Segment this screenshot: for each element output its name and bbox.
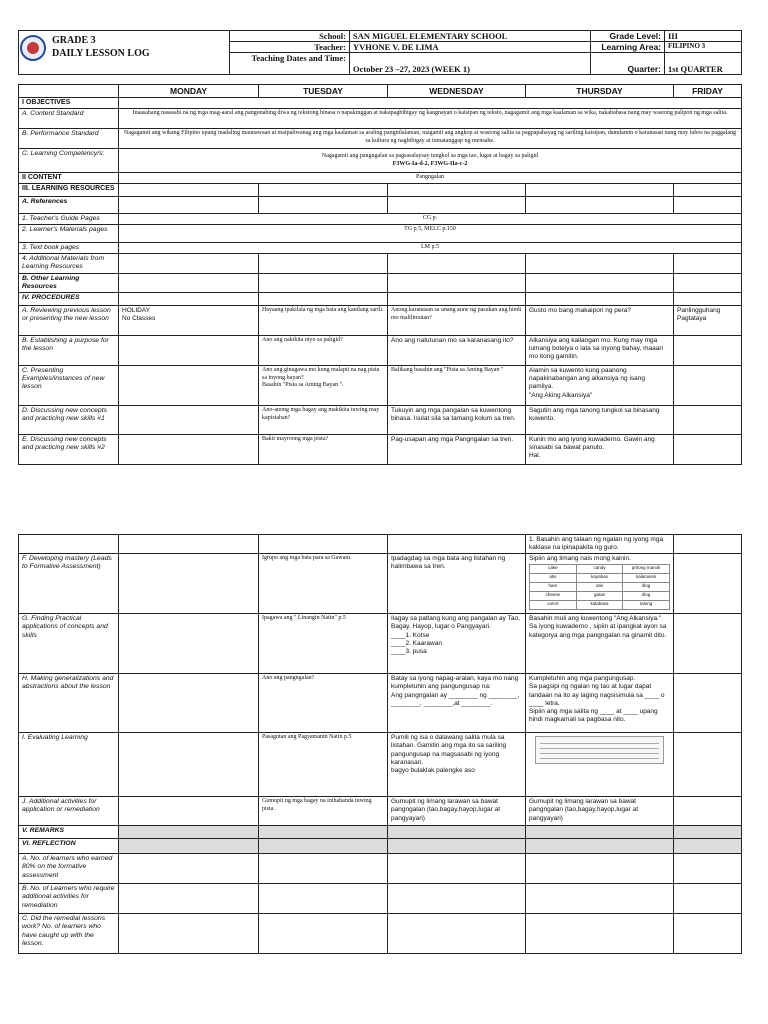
empty-cell <box>259 183 388 196</box>
tg-value: CG p. <box>119 213 742 224</box>
procedure-d-monday <box>119 406 259 435</box>
empty-cell <box>388 826 526 839</box>
procedure-c-wednesday: Balikang basahin ang "Pista sa Aming Bayan " <box>388 366 526 406</box>
empty-cell <box>119 183 259 196</box>
day-header-wednesday: WEDNESDAY <box>388 85 526 98</box>
procedure-e-friday <box>674 435 742 465</box>
day-header-thursday: THURSDAY <box>526 85 674 98</box>
empty-cell <box>119 196 259 213</box>
procedure-e-monday <box>119 435 259 465</box>
procedure-a-thursday: Gusto mo bang makaipon ng pera? <box>526 306 674 336</box>
procedure-a-wednesday: Anong karanasan sa unang araw ng pasukan ang hindi mo malilimutan? <box>388 306 526 336</box>
procedure-e-tuesday: Bakit mayroong mga pista? <box>259 435 388 465</box>
grade-level-label: Grade Level: <box>591 31 665 42</box>
procedure-g-tuesday: Ipagawa ang " Linangin Natin" p.5 <box>259 614 388 674</box>
competency-label: C. Learning Competency/s: <box>19 149 119 173</box>
procedure-label-f: F. Developing mastery (Leads to Formative Assessment) <box>19 554 119 614</box>
food-cell: pritong manok <box>623 565 670 574</box>
procedure-label-d: D. Discussing new concepts and practicing new skills #1 <box>19 406 119 435</box>
empty-cell <box>119 914 259 954</box>
food-cell: candy <box>576 565 623 574</box>
empty-cell <box>526 253 674 273</box>
procedure-c-thursday: Alamin sa kuwento kung paanong napakinabangan ang alkansiya ng isang pamilya. "Ang Aking Alkansiya" <box>526 366 674 406</box>
food-cell: kayabas <box>576 574 623 583</box>
empty-cell <box>674 293 742 306</box>
procedure-c-monday <box>119 366 259 406</box>
procedure-b-monday <box>119 336 259 366</box>
food-cell: atis <box>530 574 577 583</box>
corner-cell <box>19 85 119 98</box>
procedure-a-friday: Panlingguhang Pagtataya <box>674 306 742 336</box>
competency-code: F3WG-Ia-d-2, F3WG-IIa-c-2 <box>392 160 468 167</box>
grade-title: GRADE 3 <box>52 35 96 46</box>
dates-label: Teaching Dates and Time: <box>230 53 350 75</box>
lesson-table-page-1 <box>18 84 742 465</box>
food-cell: talong <box>623 601 670 610</box>
log-title: DAILY LESSON LOG <box>52 48 150 59</box>
procedures-heading: IV. PROCEDURES <box>19 293 119 306</box>
empty-cell <box>388 253 526 273</box>
procedure-g-thursday: Basahin muli ang kuwentong "Ang Alkansiya." Sa iyong kuwaderno , sipiin at ipangkat ayon sa kategorya ang mga pangngalan na ginamit dito. <box>526 614 674 674</box>
food-table <box>529 564 670 610</box>
empty-cell <box>526 884 674 914</box>
food-cell: cheese <box>530 592 577 601</box>
procedure-e-wednesday: Pag-usapan ang mga Pangngalan sa tren. <box>388 435 526 465</box>
reflection-row-b: B. No. of Learners who require additional activities for remediation <box>19 884 119 914</box>
procedure-label-i: I. Evaluating Learning <box>19 733 119 797</box>
empty-cell <box>674 826 742 839</box>
procedure-g-wednesday: Ilagay sa patlang kung ang pangalan ay Tao, Bagay, Hayop, lugar o Pangyayari. ____1. Kotse ____2. Kaarawan ____3. pusa <box>388 614 526 674</box>
empty-cell <box>674 674 742 733</box>
procedure-h-wednesday: Batay sa iyong napag-aralan, kaya mo nang kumpletuhin ang pangungusap na: Ang pangngalan ay ________ ng ________, ________, ________,at ________. <box>388 674 526 733</box>
food-cell: carrot <box>530 601 577 610</box>
procedure-label-a: A. Reviewing previous lesson or presenting the new lesson <box>19 306 119 336</box>
cont-thursday: 1. Basahin ang talaan ng ngalan ng iyong mga kaklase na ipinapakita ng guro. <box>526 535 674 554</box>
procedure-j-wednesday: Gumupit ng limang larawan sa bawat pangngalan (tao,bagay,hayop,lugar at pangyayari) <box>388 797 526 826</box>
content-standard-value: Inaasahang nasasabi na ng mga mag-aaral ang pangunahing diwa ng tekstong binasa o napakinggan at nakapagbibigay ng kaugnayan o kaisipan ng teksto, nagagamit ang mga kaalaman sa wika, nakababasa nang may wastong palipon ng mga salita. <box>119 109 742 129</box>
procedure-d-thursday: Sagutin ang mga tanong tungkol sa binasang kuwento. <box>526 406 674 435</box>
empty-cell <box>526 854 674 884</box>
procedure-d-wednesday: Tukuyin ang mga pangalan sa kuwentong binasa. Isulat sila sa tamang kolum sa tren. <box>388 406 526 435</box>
procedure-i-wednesday: Pumili ng isa o dalawang salita mula sa listahan. Gamitin ang mga ito sa sariling pangungusap na magsasabi ng iyong karanasan. bagyo bulaklak palengke aso <box>388 733 526 797</box>
empty-cell <box>259 854 388 884</box>
empty-cell <box>526 183 674 196</box>
procedure-b-tuesday: Ano ang nakikita niyo sa paligid? <box>259 336 388 366</box>
empty-cell <box>259 273 388 292</box>
food-cell: cake <box>530 565 577 574</box>
resources-heading: III. LEARNING RESOURCES <box>19 183 119 196</box>
empty-cell <box>388 839 526 854</box>
quarter-label: Quarter: <box>591 53 665 75</box>
empty-cell <box>674 914 742 954</box>
empty-cell <box>674 614 742 674</box>
empty-cell <box>119 674 259 733</box>
empty-cell <box>674 839 742 854</box>
reflection-row-c: C. Did the remedial lessons work? No. of learners who have caught up with the lesson. <box>19 914 119 954</box>
empty-cell <box>526 196 674 213</box>
additional-materials-label: 4. Additional Materials from Learning Resources <box>19 253 119 273</box>
empty-cell <box>259 196 388 213</box>
competency-value: Nagagamit ang pangngalan sa pagsasalaysay tungkol sa mga tao, lugar at bagay sa paligid <box>321 153 539 159</box>
procedure-h-tuesday: Ano ang pangngalan? <box>259 674 388 733</box>
empty-cell <box>388 535 526 554</box>
empty-cell <box>526 826 674 839</box>
empty-cell <box>526 839 674 854</box>
empty-cell <box>674 884 742 914</box>
empty-cell <box>259 884 388 914</box>
empty-cell <box>259 914 388 954</box>
empty-cell <box>674 253 742 273</box>
references-label: A. References <box>19 196 119 213</box>
competency-cell <box>119 149 742 173</box>
procedure-i-tuesday: Pasagutan ang Pagyamanin Natin p.5 <box>259 733 388 797</box>
empty-cell <box>388 884 526 914</box>
day-header-tuesday: TUESDAY <box>259 85 388 98</box>
performance-standard-value: Nagagamit ang wikang Filipino upang madaling maunawaan at maipaliwanag ang mga kaalaman sa araling pangnilalaman, magamit ang angkop at wastong salita sa pagpapahayag ng sariling kaisipan, damdamin o karanasan nang may lubos na paggalang sa kultura ng nagbibigay at tumatanggap ng mensahe. <box>119 129 742 149</box>
procedure-label-h: H. Making generalizations and abstractions about the lesson <box>19 674 119 733</box>
food-cell: gatas <box>576 592 623 601</box>
quarter-value: 1st QUARTER <box>665 53 742 75</box>
food-cell: atis <box>576 583 623 592</box>
empty-cell <box>119 273 259 292</box>
procedure-f-thursday-cell <box>526 554 674 614</box>
textbook-value: LM p.5 <box>119 242 742 253</box>
empty-cell <box>119 253 259 273</box>
school-value: SAN MIGUEL ELEMENTARY SCHOOL <box>350 31 591 42</box>
empty-cell <box>674 797 742 826</box>
school-label: School: <box>230 31 350 42</box>
food-cell: itlog <box>623 583 670 592</box>
learning-area-label: Learning Area: <box>591 42 665 53</box>
remarks-label: V. REMARKS <box>19 826 119 839</box>
empty-cell <box>674 196 742 213</box>
procedure-label-j: J. Additional activities for application or remediation <box>19 797 119 826</box>
worksheet-image <box>535 736 664 764</box>
content-value: Pangngalan <box>119 173 742 184</box>
day-header-friday: FRIDAY <box>674 85 742 98</box>
teacher-value: YVHONE V. DE LIMA <box>350 42 591 53</box>
procedure-f-tuesday: Igrupo ang mga bata para sa Gawain. <box>259 554 388 614</box>
procedure-j-tuesday: Gumupit ng mga bagay na inihahanda tuwing pista. <box>259 797 388 826</box>
procedure-e-thursday: Kunin mo ang iyong kuwaderno. Gawin ang sinasabi sa bawat panuto. Hal. <box>526 435 674 465</box>
procedure-label-g: G. Finding Practical applications of concepts and skills <box>19 614 119 674</box>
teacher-label: Teacher: <box>230 42 350 53</box>
empty-cell <box>259 826 388 839</box>
performance-standard-label: B. Performance Standard <box>19 129 119 149</box>
empty-cell <box>119 614 259 674</box>
empty-cell <box>259 293 388 306</box>
procedure-f-wednesday: Ipadagdag sa mga bata ang listahan ng halimbawa sa tren. <box>388 554 526 614</box>
lm-label: 2. Learner's Materials pages <box>19 224 119 242</box>
empty-cell <box>388 183 526 196</box>
procedure-b-thursday: Alkansiya ang kailangan mo. Kung may mga lumang boteiya o lata sa inyong bahay, maaari mo itong gamitin. <box>526 336 674 366</box>
procedure-c-tuesday: Ano ang ginagawa mo kung malapit na nag pista sa inyong bayan? Basahin "Pista sa Aming Bayan ". <box>259 366 388 406</box>
food-cell: kalabasa <box>576 601 623 610</box>
empty-cell <box>526 293 674 306</box>
empty-cell <box>388 914 526 954</box>
reflection-label: VI. REFLECTION <box>19 839 119 854</box>
day-header-monday: MONDAY <box>119 85 259 98</box>
empty-cell <box>259 253 388 273</box>
procedure-label-e: E. Discussing new concepts and practicing new skills #2 <box>19 435 119 465</box>
empty-cell <box>674 535 742 554</box>
empty-cell <box>119 554 259 614</box>
dates-value: October 23 –27, 2023 (WEEK 1) <box>350 53 591 75</box>
empty-cell <box>119 797 259 826</box>
empty-cell <box>388 196 526 213</box>
reflection-row-a: A. No. of learners who earned 80% on the formative assessment <box>19 854 119 884</box>
procedure-label-b: B. Establishing a purpose for the lesson <box>19 336 119 366</box>
procedure-label-c: C. Presenting Examples/instances of new lesson <box>19 366 119 406</box>
empty-cell <box>674 733 742 797</box>
logo-cell <box>19 31 230 75</box>
food-cell: ham <box>530 583 577 592</box>
lesson-table-page-2 <box>18 534 742 954</box>
tg-label: 1. Teacher's Guide Pages <box>19 213 119 224</box>
learning-area-value: FILIPINO 3 <box>665 42 742 53</box>
content-standard-label: A. Content Standard <box>19 109 119 129</box>
empty-cell <box>119 839 259 854</box>
empty-cell <box>119 854 259 884</box>
procedure-a-monday: HOLIDAY No Classes <box>119 306 259 336</box>
procedure-c-friday <box>674 366 742 406</box>
objectives-heading: I OBJECTIVES <box>19 98 119 109</box>
empty-cell <box>119 293 259 306</box>
lm-value: TG p.5, MELC p.150 <box>119 224 742 242</box>
empty-cell <box>526 914 674 954</box>
empty-cell <box>19 535 119 554</box>
procedure-d-friday <box>674 406 742 435</box>
textbook-label: 3. Text book pages <box>19 242 119 253</box>
food-cell: kalamansi <box>623 574 670 583</box>
empty-cell <box>674 273 742 292</box>
empty-cell <box>119 884 259 914</box>
procedure-i-thursday-image <box>526 733 674 797</box>
procedure-b-wednesday: Ano ang natutunan mo sa karanasang ito? <box>388 336 526 366</box>
empty-cell <box>526 273 674 292</box>
grade-level-value: III <box>665 31 742 42</box>
empty-cell <box>388 854 526 884</box>
other-resources-label: B. Other Learning Resources <box>19 273 119 292</box>
objectives-blank <box>119 98 742 109</box>
empty-cell <box>674 183 742 196</box>
empty-cell <box>119 733 259 797</box>
procedure-a-tuesday: Hayaang ipakilala ng mga bata ang kanilang sarili. <box>259 306 388 336</box>
procedure-j-thursday: Gumupit ng limang larawan sa bawat pangngalan (tao,bagay,hayop,lugar at pangyayari) <box>526 797 674 826</box>
procedure-f-thursday: Sipiin ang limang nais mong kainin. <box>529 555 631 563</box>
procedure-h-thursday: Kumpletuhin ang mga pangungusap. Sa pagsipi ng ngalan ng tao at lugar dapat tandaan na ito ay laging nagsisimula sa ____ o ____ letra. Sipiin ang mga salita ng ____ at ____ upang hindi magkamali sa pagbasa nito. <box>526 674 674 733</box>
empty-cell <box>119 826 259 839</box>
header-table <box>18 30 742 75</box>
empty-cell <box>674 854 742 884</box>
empty-cell <box>674 554 742 614</box>
food-cell: itlog <box>623 592 670 601</box>
procedure-d-tuesday: Ano-anong mga bagay ang makikita tuwing may kapistahan? <box>259 406 388 435</box>
content-heading: II CONTENT <box>19 173 119 184</box>
empty-cell <box>259 839 388 854</box>
empty-cell <box>388 273 526 292</box>
procedure-b-friday <box>674 336 742 366</box>
empty-cell <box>259 535 388 554</box>
empty-cell <box>388 293 526 306</box>
empty-cell <box>119 535 259 554</box>
